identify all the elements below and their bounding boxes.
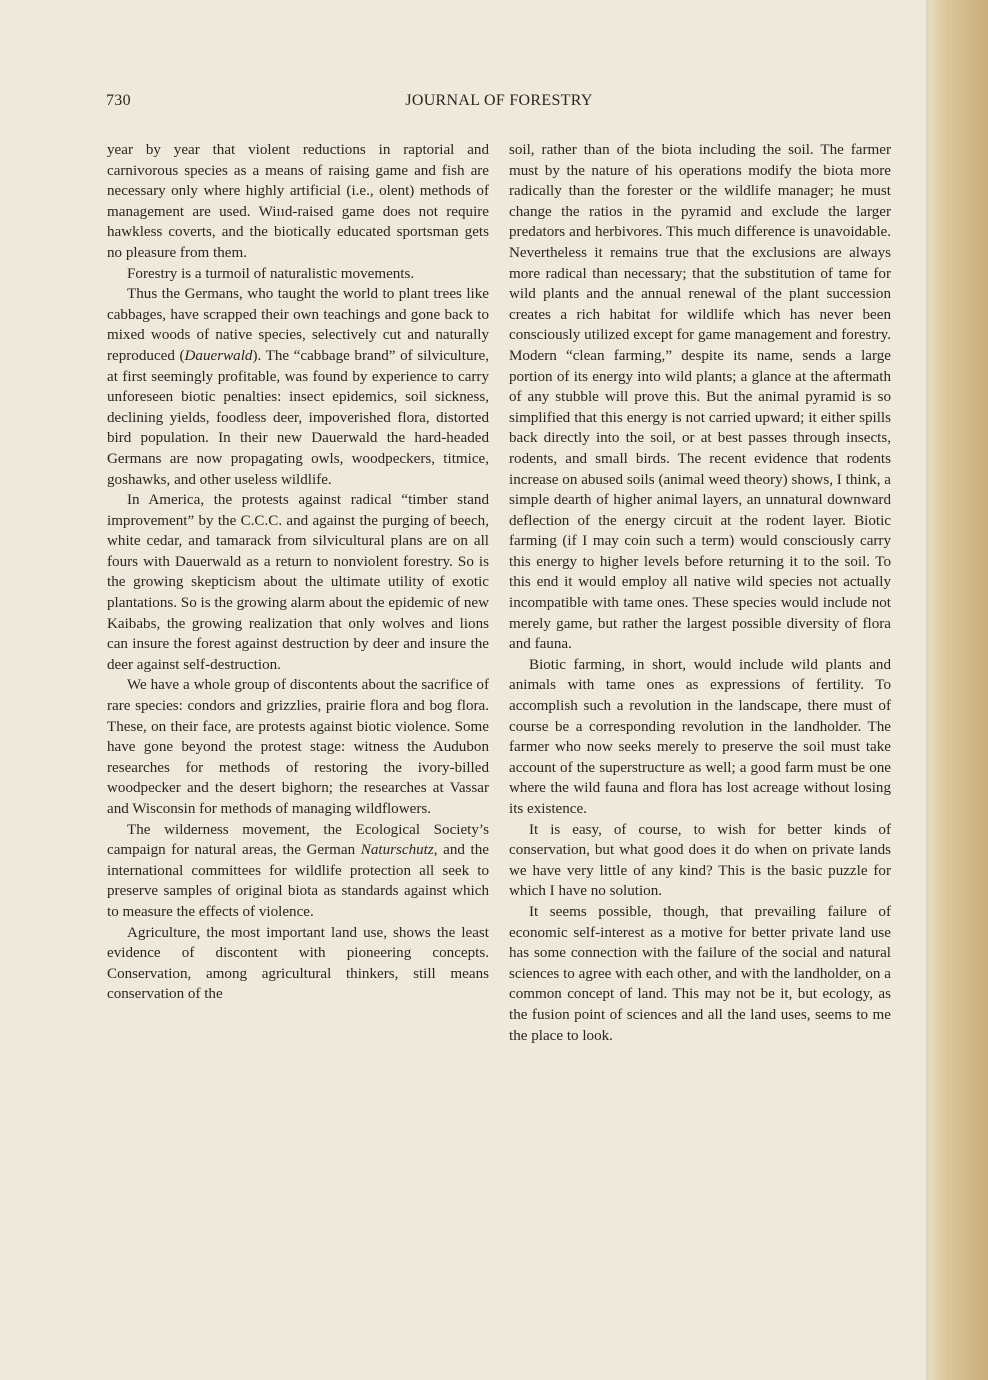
left-paragraph-6-text-b: , and the international committees for wildlife protection all seek to preserve samples of original biota as standards against which to measure the effects of violence. (107, 842, 489, 920)
right-paragraph-2: Biotic farming, in short, would include wild plants and animals with tame ones as expressions of fertility. To accomplish such a revolution in the landscape, there must of course be a corresponding revolution in the landholder. The farmer who now seeks merely to preserve the soil must take account of the superstructure as well; a good farm must be one where the wild fauna and flora has lost acreage without losing its existence. (509, 656, 891, 817)
left-paragraph-5: We have a whole group of discontents about the sacrifice of rare species: condors and grizzlies, prairie flora and bog flora. These, on their face, are protests against biotic violence. Some have gone beyond the protest stage: witness the Audubon researches for methods of restoring the ivory-billed woodpecker and the desert bighorn; the researches at Vassar and Wisconsin for methods of managing wildflowers. (107, 677, 489, 817)
page-fold (926, 0, 930, 1380)
naturschutz-term: Naturschutz (360, 842, 434, 859)
left-paragraph-3-text-a: Thus the Germans, who taught the world to plant trees like cabbages, have scrapped their own teachings and gone back to mixed woods of native species, selectively cut and naturally reproduced ( (107, 286, 489, 364)
dauerwald-term: Dauerwald (184, 347, 253, 364)
left-paragraph-1: year by year that violent reductions in raptorial and carnivorous species as a means of raising game and fish are necessary only where highly artificial (i.e., olent) methods of management are used. Wiııd-raised game does not require hawkless coverts, and the biotically educated sportsman gets no pleasure from them. (107, 142, 489, 261)
page-edge (926, 0, 988, 1380)
left-paragraph-3 (107, 284, 489, 490)
right-column (509, 140, 891, 1046)
left-column (107, 140, 489, 1005)
journal-title: JOURNAL OF FORESTRY (405, 92, 593, 109)
right-paragraph-1: soil, rather than of the biota including the soil. The farmer must by the nature of his operations modify the biota more radically than the forester or the wildlife manager; he must change the ratios in the pyramid and exclude the larger predators and herbivores. This much difference is unavoidable. Nevertheless it remains true that the exclusions are always more radical than necessary; that the substitution of tame for wild plants and the annual renewal of the plant succession creates a rich habitat for wildlife which has never been consciously utilized except for game management and forestry. Modern “clean farming,” despite its name, sends a large portion of its energy into wild plants; a glance at the aftermath of any stubble will prove this. But the animal pyramid is so simplified that this energy is not carried upward; it either spills back directly into the soil, or at best passes through insects, rodents, and small birds. The recent evidence that rodents increase on abused soils (animal weed theory) shows, I think, a simple dearth of higher animal layers, an unnatural downward deflection of the energy circuit at the rodent layer. Biotic farming (if I may coin such a term) would consciously carry this energy to higher levels before returning it to the soil. To this end it would employ all native wild species not actually incompatible with tame ones. These species would include not merely game, but rather the largest possible diversity of flora and fauna. (509, 142, 891, 653)
left-paragraph-6 (107, 820, 489, 923)
right-paragraph-4: It seems possible, though, that prevailing failure of economic self-interest as a motive for better private land use has some connection with the failure of the social and natural sciences to agree with each other, and with the landholder, on a common concept of land. This may not be it, but ecology, as the fusion point of sciences and all the land uses, seems to me the place to look. (509, 903, 891, 1044)
left-paragraph-7: Agriculture, the most important land use, shows the least evidence of discontent with pioneering concepts. Conservation, among agricultural thinkers, still means conservation of the (107, 924, 489, 1003)
left-paragraph-3-text-b: ). The “cabbage brand” of silviculture, at first seemingly profitable, was found by experience to carry unforeseen biotic penalties: insect epidemics, soil sickness, declining yields, foodless deer, impoverished flora, distorted bird population. In their new Dauerwald the hard-headed Germans are now propagating owls, woodpeckers, titmice, goshawks, and other useless wildlife. (107, 347, 489, 488)
left-paragraph-6-text-a: The wilderness movement, the Ecological Society’s campaign for natural areas, the German (107, 821, 489, 859)
page-number: 730 (106, 92, 131, 109)
left-paragraph-4: In America, the protests against radical “timber stand improvement” by the C.C.C. and against the purging of beech, white cedar, and tamarack from silvicultural plans are on all fours with Dauerwald as a return to nonviolent forestry. So is the growing skepticism about the ultimate utility of exotic plantations. So is the growing alarm about the epidemic of new Kaibabs, the growing realization that only wolves and lions can insure the forest against destruction by deer and insure the deer against self-destruction. (107, 492, 489, 673)
left-paragraph-2: Forestry is a turmoil of naturalistic movements. (127, 265, 415, 282)
right-paragraph-3: It is easy, of course, to wish for better kinds of conservation, but what good does it do when on private lands we have very little of any kind? This is the basic puzzle for which I have no solution. (509, 821, 891, 900)
running-header (106, 92, 892, 114)
